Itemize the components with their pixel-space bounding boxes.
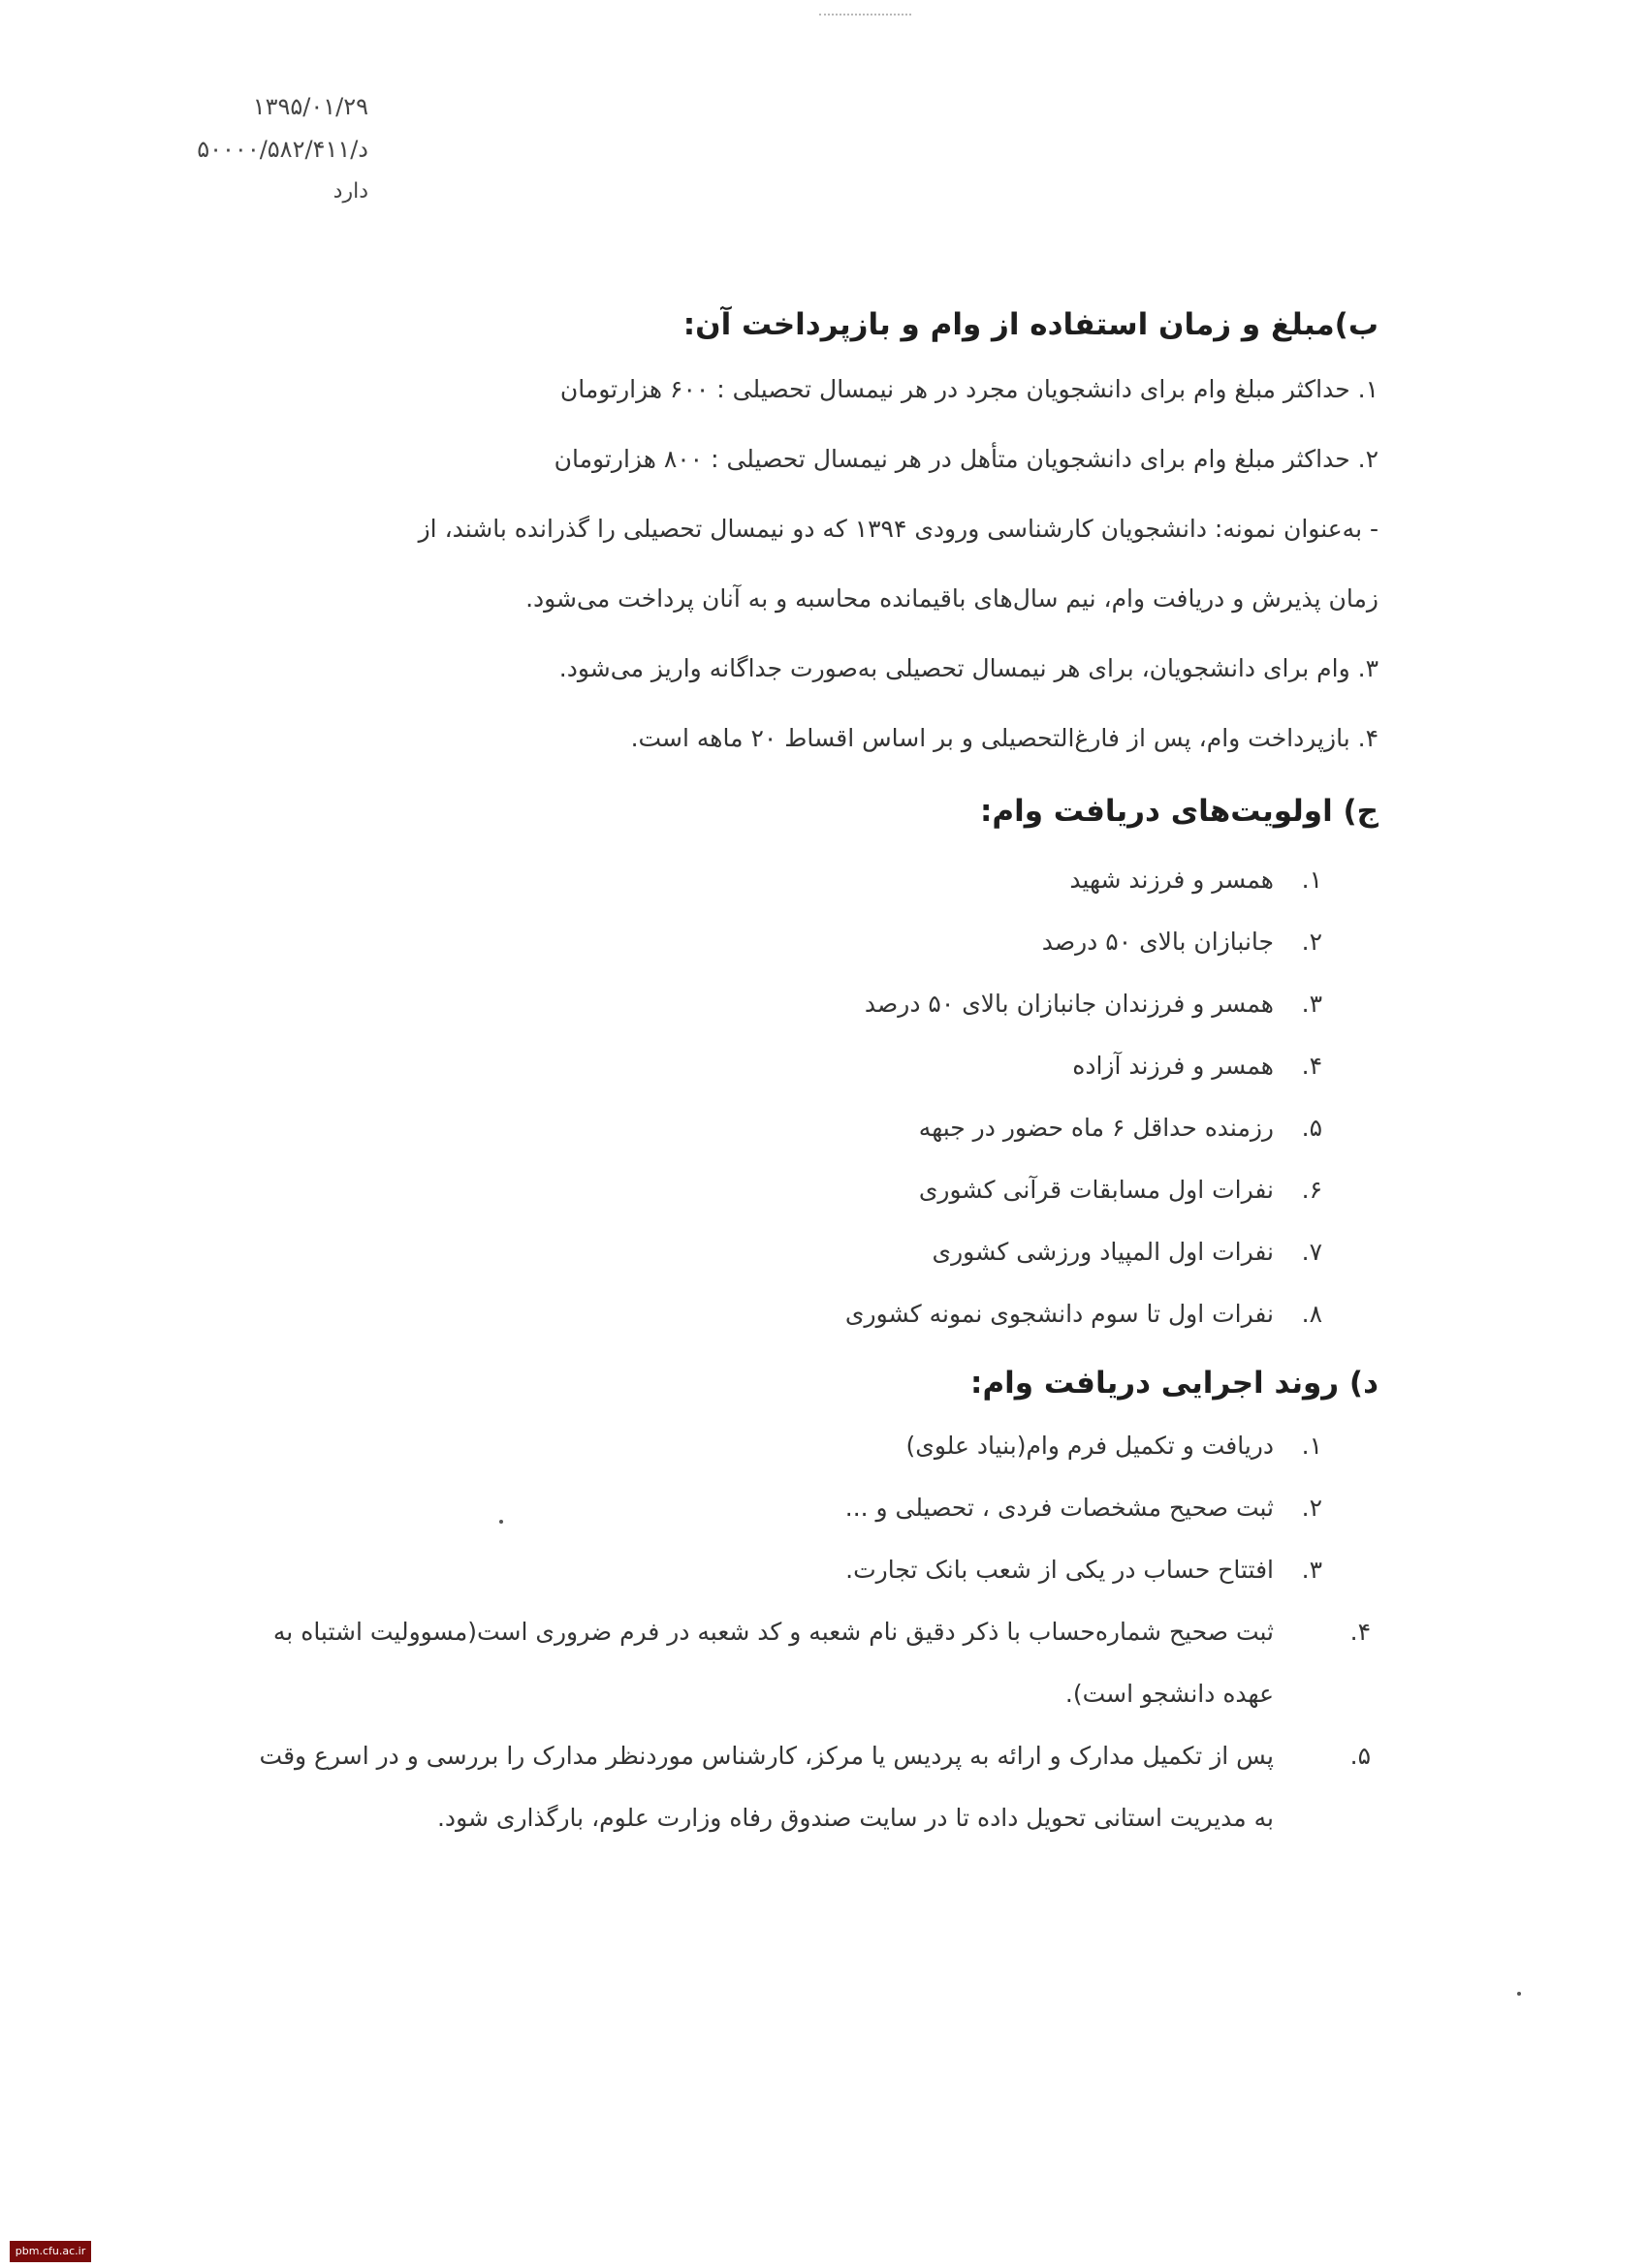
site-badge: pbm.cfu.ac.ir — [10, 2241, 91, 2262]
list-item — [235, 1283, 1322, 1345]
item-number: ۳. — [1301, 1556, 1322, 1584]
item-text: دریافت و تکمیل فرم وام(بنیاد علوی) — [905, 1432, 1274, 1460]
list-item — [235, 1159, 1322, 1221]
item-number: ۴. — [1301, 1052, 1322, 1080]
section-b-title: ب)مبلغ و زمان استفاده از وام و بازپرداخت آن: — [682, 307, 1379, 342]
list-item — [235, 1601, 1371, 1725]
letter-header — [145, 85, 368, 213]
item-text: ثبت صحیح شماره‌حساب با ذکر دقیق نام شعبه و کد شعبه در فرم ضروری است(مسوولیت اشتباه به عهده دانشجو است). — [272, 1618, 1274, 1708]
item-text: نفرات اول المپیاد ورزشی کشوری — [932, 1238, 1274, 1266]
scan-speck — [499, 1520, 503, 1524]
item-text: ثبت صحیح مشخصات فردی ، تحصیلی و ... — [844, 1494, 1274, 1522]
letter-attachment: دارد — [333, 179, 368, 204]
section-b-line: - به‌عنوان نمونه: دانشجویان کارشناسی ورودی ۱۳۹۴ که دو نیمسال تحصیلی را گذرانده باشند، از — [418, 515, 1379, 543]
scan-artifact — [819, 14, 911, 23]
section-b-line: زمان پذیرش و دریافت وام، نیم سال‌های باقیمانده محاسبه و به آنان پرداخت می‌شود. — [525, 584, 1379, 613]
document-body — [235, 299, 1379, 1849]
section-d-title: د) روند اجرایی دریافت وام: — [970, 1366, 1379, 1401]
list-item — [235, 911, 1322, 973]
item-text: افتتاح حساب در یکی از شعب بانک تجارت. — [845, 1556, 1274, 1584]
item-number: ۱. — [1301, 866, 1322, 894]
item-text: جانبازان بالای ۵۰ درصد — [1041, 928, 1274, 956]
item-text: نفرات اول تا سوم دانشجوی نمونه کشوری — [844, 1300, 1274, 1328]
section-b-line: ۳. وام برای دانشجویان، برای هر نیمسال تحصیلی به‌صورت جداگانه واریز می‌شود. — [558, 654, 1379, 682]
item-text: رزمنده حداقل ۶ ماه حضور در جبهه — [918, 1114, 1274, 1142]
section-b-line: ۴. بازپرداخت وام، پس از فارغ‌التحصیلی و بر اساس اقساط ۲۰ ماهه است. — [630, 724, 1379, 752]
item-text: نفرات اول مسابقات قرآنی کشوری — [918, 1176, 1274, 1204]
list-item — [235, 1725, 1371, 1849]
item-number: ۵. — [1349, 1742, 1371, 1770]
section-priorities — [235, 785, 1379, 1345]
item-number: ۴. — [1349, 1618, 1371, 1646]
letter-date: ۱۳۹۵/۰۱/۲۹ — [252, 93, 368, 120]
item-number: ۸. — [1301, 1300, 1322, 1328]
item-text: همسر و فرزند شهید — [1069, 866, 1274, 894]
item-number: ۷. — [1301, 1238, 1322, 1266]
list-item — [235, 1035, 1322, 1097]
section-procedure — [235, 1357, 1379, 1849]
list-item — [235, 973, 1322, 1035]
section-b-line: ۱. حداکثر مبلغ وام برای دانشجویان مجرد در هر نیمسال تحصیلی : ۶۰۰ هزارتومان — [559, 375, 1379, 403]
item-number: ۲. — [1301, 1494, 1322, 1522]
item-number: ۲. — [1301, 928, 1322, 956]
list-item — [235, 1539, 1322, 1601]
item-number: ۳. — [1301, 990, 1322, 1018]
list-item — [235, 1221, 1322, 1283]
list-item — [235, 849, 1322, 911]
item-number: ۵. — [1301, 1114, 1322, 1142]
item-text: پس از تکمیل مدارک و ارائه به پردیس یا مرکز، کارشناس موردنظر مدارک را بررسی و در اسرع وقت به مدیریت استانی تحویل داده تا در سایت صندوق رفاه وزارت علوم، بارگذاری شود. — [259, 1742, 1274, 1832]
letter-number: د/۵۰۰۰۰/۵۸۲/۴۱۱ — [197, 136, 368, 163]
list-item — [235, 1477, 1322, 1539]
item-text: همسر و فرزند آزاده — [1072, 1052, 1274, 1080]
section-loan-amount — [235, 299, 1379, 773]
item-number: ۶. — [1301, 1176, 1322, 1204]
section-b-line: ۲. حداکثر مبلغ وام برای دانشجویان متأهل در هر نیمسال تحصیلی : ۸۰۰ هزارتومان — [554, 445, 1379, 473]
list-item — [235, 1415, 1322, 1477]
section-c-title: ج) اولویت‌های دریافت وام: — [979, 794, 1379, 829]
item-number: ۱. — [1301, 1432, 1322, 1460]
scan-speck — [1517, 1992, 1521, 1996]
item-text: همسر و فرزندان جانبازان بالای ۵۰ درصد — [864, 990, 1274, 1018]
list-item — [235, 1097, 1322, 1159]
